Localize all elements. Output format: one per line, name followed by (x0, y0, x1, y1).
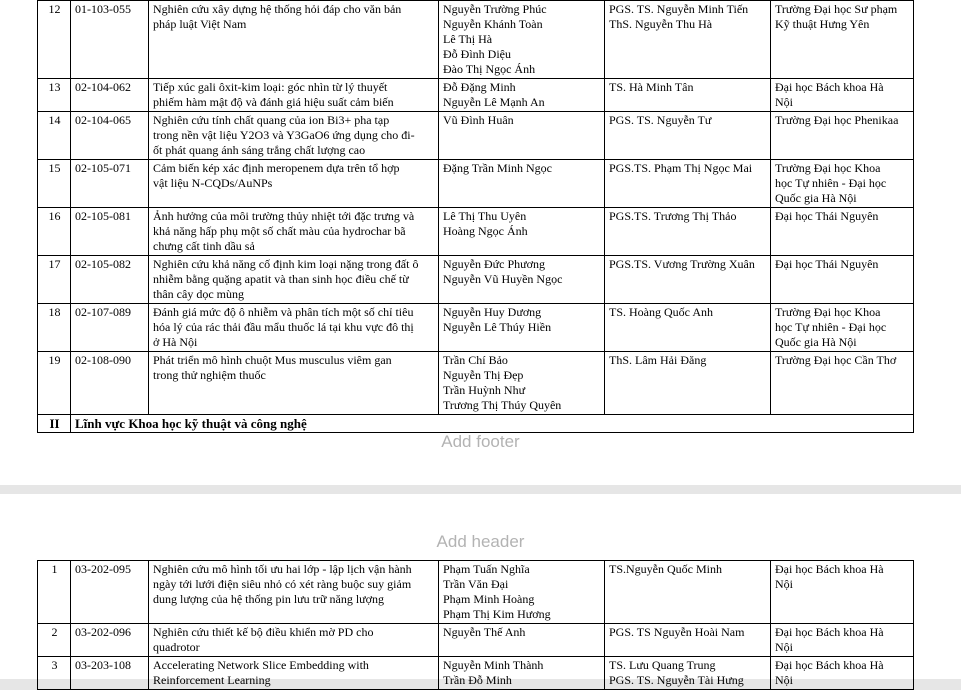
advisor-names (605, 160, 771, 208)
student-names (439, 352, 605, 415)
project-title-line: Ảnh hưởng của môi trường thủy nhiệt tới đặc trưng và (153, 209, 415, 223)
institution-name-line: Trường Đại học Phenikaa (775, 113, 899, 127)
institution-name (771, 304, 914, 352)
add-footer-placeholder[interactable]: Add footer (441, 432, 520, 451)
advisor-names (605, 79, 771, 112)
project-title-line: Tiếp xúc gali ôxit-kim loại: góc nhìn từ lý thuyết (153, 80, 388, 94)
advisor-names-line: PGS.TS. Vương Trường Xuân (609, 257, 755, 271)
institution-name-line: Nội (775, 673, 793, 687)
project-title-line: Nghiên cứu xây dựng hệ thống hỏi đáp cho văn bản (153, 2, 402, 16)
project-title (149, 561, 439, 624)
project-code: 02-108-090 (71, 352, 149, 415)
institution-name (771, 561, 914, 624)
project-title (149, 352, 439, 415)
student-names-line: Nguyễn Minh Thành (443, 658, 544, 672)
advisor-names (605, 657, 771, 690)
project-title-line: ngày tới lưới điện siêu nhỏ có xét ràng buộc suy giảm (153, 577, 412, 591)
project-title (149, 256, 439, 304)
institution-name-line: Kỹ thuật Hưng Yên (775, 17, 870, 31)
institution-name-line: Đại học Bách khoa Hà (775, 562, 884, 576)
student-names (439, 79, 605, 112)
student-names-line: Đỗ Đình Diệu (443, 47, 511, 61)
institution-name-line: Nội (775, 577, 793, 591)
institution-name-line: Đại học Thái Nguyên (775, 209, 879, 223)
row-number: 1 (38, 561, 71, 624)
institution-name (771, 352, 914, 415)
institution-name-line: Trường Đại học Cần Thơ (775, 353, 897, 367)
page-gap (0, 485, 961, 494)
table-row (38, 561, 914, 624)
awards-table-page-2 (37, 560, 914, 690)
student-names-line: Nguyễn Khánh Toàn (443, 17, 543, 31)
project-title (149, 1, 439, 79)
project-code: 02-104-062 (71, 79, 149, 112)
project-title-line: trong nền vật liệu Y2O3 và Y3GaO6 ứng dụng cho đi- (153, 128, 415, 142)
student-names-line: Nguyễn Trường Phúc (443, 2, 547, 16)
table-row (38, 657, 914, 690)
project-code: 02-105-081 (71, 208, 149, 256)
institution-name-line: học Tự nhiên - Đại học (775, 176, 887, 190)
project-code: 03-202-095 (71, 561, 149, 624)
table-row (38, 79, 914, 112)
row-number: 12 (38, 1, 71, 79)
student-names-line: Phạm Thị Kim Hương (443, 607, 551, 621)
advisor-names (605, 256, 771, 304)
project-title-line: quadrotor (153, 640, 200, 654)
advisor-names-line: ThS. Lâm Hải Đăng (609, 353, 707, 367)
project-code: 02-104-065 (71, 112, 149, 160)
advisor-names (605, 624, 771, 657)
student-names-line: Nguyễn Lê Thúy Hiền (443, 320, 552, 334)
project-code: 02-105-082 (71, 256, 149, 304)
row-number: 18 (38, 304, 71, 352)
student-names-line: Đỗ Đặng Minh (443, 80, 516, 94)
student-names-line: Đào Thị Ngọc Ánh (443, 62, 536, 76)
row-number: 17 (38, 256, 71, 304)
project-title-line: vật liệu N-CQDs/AuNPs (153, 176, 273, 190)
institution-name-line: Đại học Bách khoa Hà (775, 80, 884, 94)
advisor-names-line: TS. Hà Minh Tân (609, 80, 694, 94)
advisor-names-line: TS.Nguyễn Quốc Minh (609, 562, 722, 576)
student-names (439, 624, 605, 657)
project-title-line: Cảm biến kép xác định meropenem dựa trên tổ hợp (153, 161, 400, 175)
institution-name-line: Trường Đại học Khoa (775, 161, 881, 175)
project-title-line: trong thử nghiệm thuốc (153, 368, 266, 382)
institution-name (771, 112, 914, 160)
institution-name (771, 1, 914, 79)
institution-name (771, 624, 914, 657)
advisor-names-line: PGS. TS. Nguyễn Tư (609, 113, 712, 127)
row-number: 16 (38, 208, 71, 256)
project-code: 02-105-071 (71, 160, 149, 208)
project-code: 02-107-089 (71, 304, 149, 352)
table-row (38, 352, 914, 415)
student-names-line: Trần Chí Bảo (443, 353, 508, 367)
section-row (38, 415, 914, 433)
project-title-line: hóa lý của rác thải đầu mẩu thuốc lá tại khu vực đô thị (153, 320, 414, 334)
project-title-line: Nghiên cứu khả năng cố định kim loại nặng trong đất ô (153, 257, 419, 271)
student-names (439, 256, 605, 304)
advisor-names-line: PGS. TS. Nguyễn Minh Tiến (609, 2, 749, 16)
project-title-line: pháp luật Việt Nam (153, 17, 247, 31)
advisor-names (605, 561, 771, 624)
student-names-line: Nguyễn Đức Phương (443, 257, 546, 271)
institution-name-line: Quốc gia Hà Nội (775, 335, 857, 349)
student-names (439, 304, 605, 352)
student-names (439, 208, 605, 256)
institution-name-line: Nội (775, 640, 793, 654)
advisor-names-line: PGS.TS. Phạm Thị Ngọc Mai (609, 161, 753, 175)
row-number: 13 (38, 79, 71, 112)
table-row (38, 304, 914, 352)
add-header-placeholder[interactable]: Add header (436, 532, 525, 551)
section-title: Lĩnh vực Khoa học kỹ thuật và công nghệ (71, 415, 914, 433)
row-number: 2 (38, 624, 71, 657)
section-number: II (38, 415, 71, 433)
student-names-line: Phạm Minh Hoàng (443, 592, 535, 606)
advisor-names-line: TS. Lưu Quang Trung (609, 658, 716, 672)
institution-name-line: Đại học Bách khoa Hà (775, 658, 884, 672)
institution-name (771, 256, 914, 304)
row-number: 19 (38, 352, 71, 415)
row-number: 15 (38, 160, 71, 208)
institution-name-line: Đại học Bách khoa Hà (775, 625, 884, 639)
project-title-line: thân cây dọc mùng (153, 287, 244, 301)
institution-name-line: Đại học Thái Nguyên (775, 257, 879, 271)
institution-name-line: Trường Đại học Khoa (775, 305, 881, 319)
project-title-line: Nghiên cứu mô hình tối ưu hai lớp - lập lịch vận hành (153, 562, 412, 576)
project-title-line: phiếm hàm mật độ và đánh giá hiệu suất cảm biến (153, 95, 394, 109)
student-names-line: Nguyễn Huy Dương (443, 305, 542, 319)
advisor-names-line: PGS. TS. Nguyễn Tài Hưng (609, 673, 744, 687)
project-title-line: Nghiên cứu thiết kế bộ điều khiển mờ PD cho (153, 625, 374, 639)
project-title-line: khả năng hấp phụ một số chất màu của hydrochar bã (153, 224, 406, 238)
student-names (439, 1, 605, 79)
student-names (439, 561, 605, 624)
advisor-names (605, 112, 771, 160)
project-title (149, 112, 439, 160)
table-row (38, 208, 914, 256)
project-code: 03-203-108 (71, 657, 149, 690)
student-names-line: Nguyễn Lê Mạnh An (443, 95, 545, 109)
student-names-line: Hoàng Ngọc Ánh (443, 224, 528, 238)
project-title-line: Nghiên cứu tính chất quang của ion Bi3+ pha tạp (153, 113, 390, 127)
institution-name-line: học Tự nhiên - Đại học (775, 320, 887, 334)
student-names-line: Trương Thị Thúy Quyên (443, 398, 562, 412)
awards-table-page-1 (37, 0, 914, 433)
advisor-names (605, 352, 771, 415)
institution-name (771, 208, 914, 256)
student-names-line: Lê Thị Hà (443, 32, 493, 46)
institution-name (771, 160, 914, 208)
advisor-names (605, 1, 771, 79)
student-names (439, 160, 605, 208)
project-title-line: chưng cất tinh dầu sả (153, 239, 255, 253)
project-title (149, 624, 439, 657)
institution-name-line: Quốc gia Hà Nội (775, 191, 857, 205)
institution-name-line: Trường Đại học Sư phạm (775, 2, 898, 16)
project-code: 01-103-055 (71, 1, 149, 79)
institution-name (771, 657, 914, 690)
table-row (38, 624, 914, 657)
student-names-line: Nguyễn Vũ Huyền Ngọc (443, 272, 563, 286)
student-names-line: Nguyễn Thị Đẹp (443, 368, 524, 382)
institution-name-line: Nội (775, 95, 793, 109)
advisor-names (605, 208, 771, 256)
project-title (149, 657, 439, 690)
row-number: 14 (38, 112, 71, 160)
student-names-line: Đặng Trần Minh Ngọc (443, 161, 553, 175)
table-row (38, 256, 914, 304)
advisor-names-line: ThS. Nguyễn Thu Hà (609, 17, 713, 31)
project-title-line: Đánh giá mức độ ô nhiễm và phân tích một số chỉ tiêu (153, 305, 414, 319)
advisor-names-line: TS. Hoàng Quốc Anh (609, 305, 713, 319)
project-title (149, 79, 439, 112)
student-names-line: Vũ Đình Huân (443, 113, 514, 127)
student-names-line: Trần Văn Đại (443, 577, 509, 591)
project-title (149, 208, 439, 256)
advisor-names-line: PGS. TS Nguyễn Hoài Nam (609, 625, 745, 639)
table-row (38, 1, 914, 79)
project-title-line: dung lượng của hệ thống pin lưu trữ năng lượng (153, 592, 385, 606)
table-row (38, 160, 914, 208)
project-title-line: Phát triển mô hình chuột Mus musculus viêm gan (153, 353, 392, 367)
project-title-line: Accelerating Network Slice Embedding with (153, 658, 369, 672)
institution-name (771, 79, 914, 112)
student-names (439, 657, 605, 690)
student-names-line: Lê Thị Thu Uyên (443, 209, 527, 223)
advisor-names (605, 304, 771, 352)
project-title-line: nhiễm bằng quặng apatit và than sinh học điều chế từ (153, 272, 409, 286)
row-number: 3 (38, 657, 71, 690)
table-row (38, 112, 914, 160)
document-page-2[interactable] (0, 494, 961, 687)
project-title-line: ở Hà Nội (153, 335, 198, 349)
project-title-line: Reinforcement Learning (153, 673, 271, 687)
student-names-line: Trần Huỳnh Như (443, 383, 526, 397)
student-names-line: Nguyễn Thế Anh (443, 625, 526, 639)
project-title (149, 160, 439, 208)
project-title (149, 304, 439, 352)
student-names-line: Trần Đỗ Minh (443, 673, 512, 687)
student-names-line: Phạm Tuấn Nghĩa (443, 562, 530, 576)
student-names (439, 112, 605, 160)
project-title-line: ốt phát quang ánh sáng trắng chất lượng cao (153, 143, 366, 157)
project-code: 03-202-096 (71, 624, 149, 657)
advisor-names-line: PGS.TS. Trương Thị Thảo (609, 209, 737, 223)
